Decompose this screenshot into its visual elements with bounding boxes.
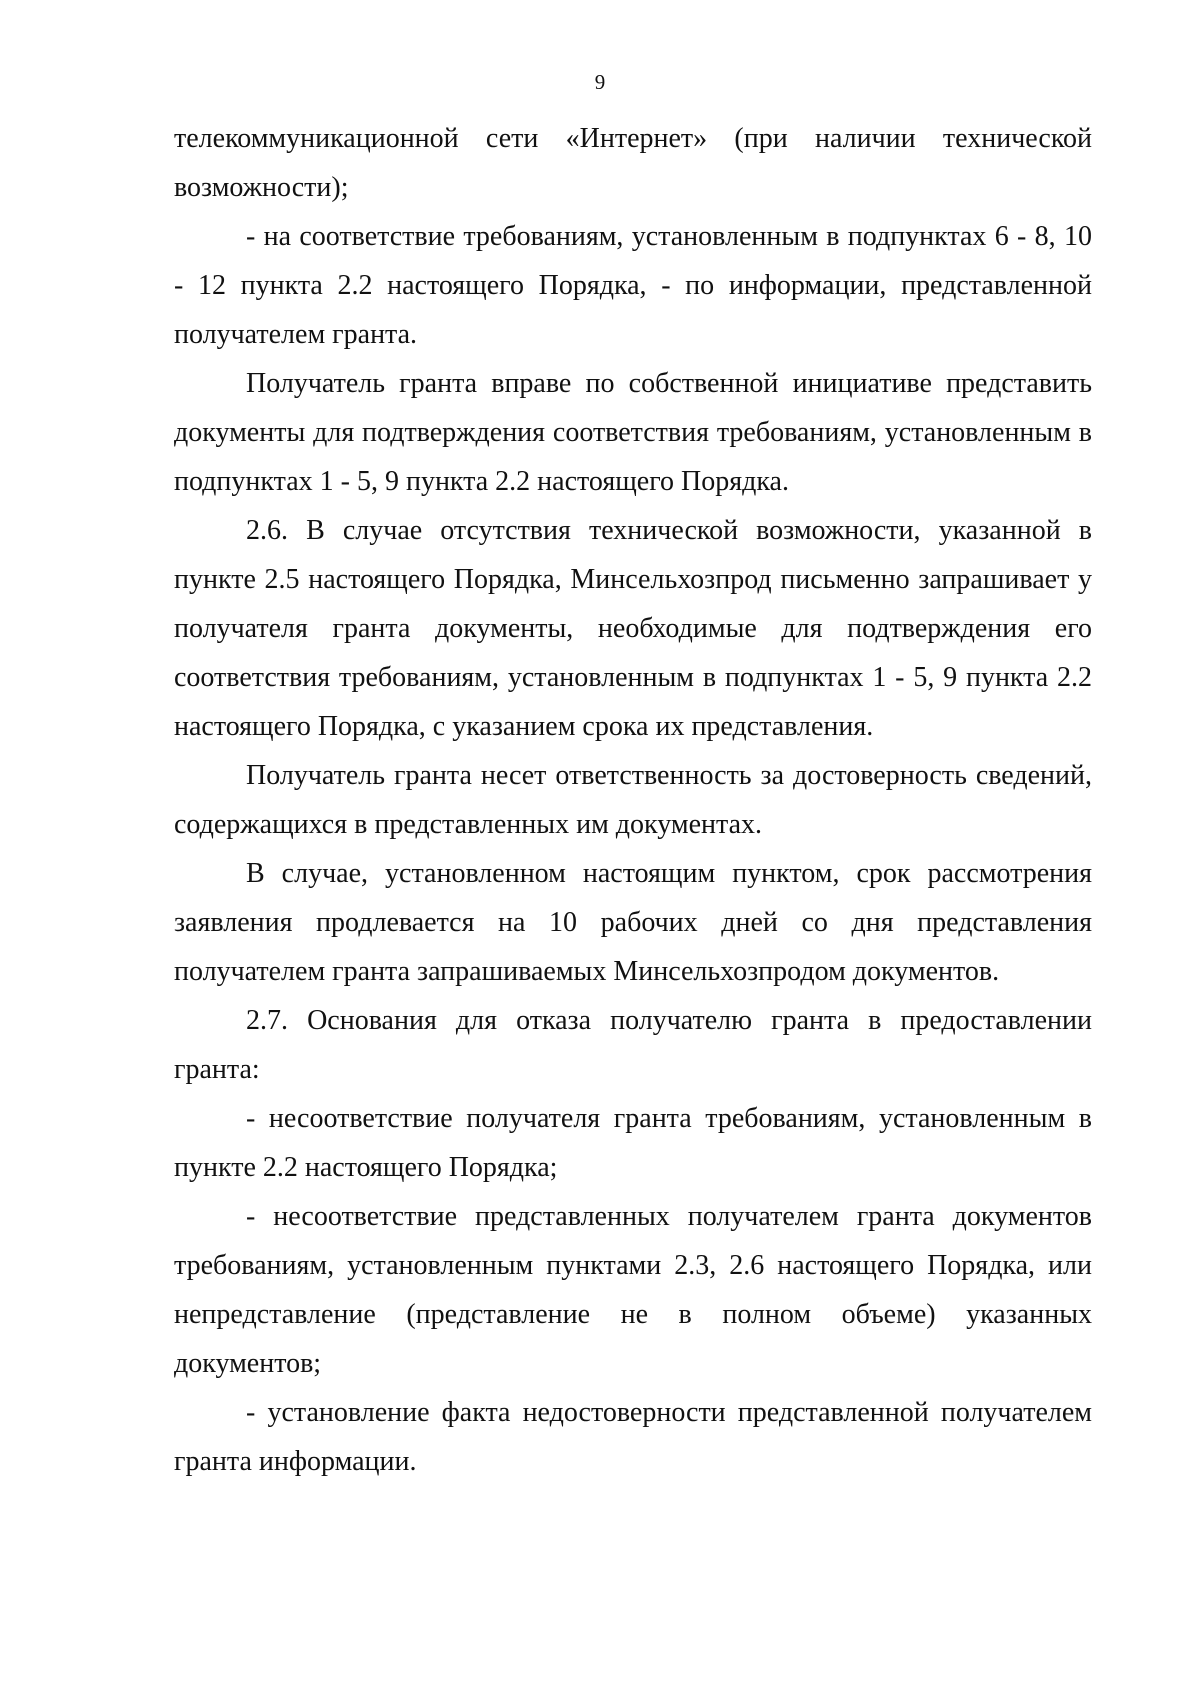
list-item-recipient-noncompliance: - несоответствие получателя гранта требованиям, установленным в пункте 2.2 настоящего Порядка; (174, 1103, 1092, 1183)
page-number: 9 (594, 70, 606, 94)
paragraph-compliance-subitems-6-12: - на соответствие требованиям, установленным в подпунктах 6 - 8, 10 - 12 пункта 2.2 настоящего Порядка, - по информации, представленной получателем гранта. (174, 221, 1092, 350)
paragraph-internet-continuation: телекоммуникационной сети «Интернет» (при наличии технической возможности); (174, 123, 1092, 203)
paragraph-responsibility: Получатель гранта несет ответственность за достоверность сведений, содержащихся в представленных им документах. (174, 760, 1092, 840)
paragraph-own-initiative-documents: Получатель гранта вправе по собственной инициативе представить документы для подтверждения соответствия требованиям, установленным в подпунктах 1 - 5, 9 пункта 2.2 настоящего Порядка. (174, 368, 1092, 497)
list-item-documents-noncompliance: - несоответствие представленных получателем гранта документов требованиям, установленным пунктами 2.3, 2.6 настоящего Порядка, или непредставление (представление не в полном объеме) указанных документов; (174, 1201, 1092, 1379)
list-item-false-information: - установление факта недостоверности представленной получателем гранта информации. (174, 1397, 1092, 1477)
paragraph-review-extension: В случае, установленном настоящим пунктом, срок рассмотрения заявления продлевается на 10 рабочих дней со дня представления получателем гранта запрашиваемых Минсельхозпродом документов. (174, 858, 1092, 987)
paragraph-section-2-7: 2.7. Основания для отказа получателю гранта в предоставлении гранта: (174, 1005, 1092, 1085)
document-body (174, 114, 1092, 1486)
paragraph-section-2-6: 2.6. В случае отсутствия технической возможности, указанной в пункте 2.5 настоящего Порядка, Минсельхозпрод письменно запрашивает у получателя гранта документы, необходимые для подтверждения его соответствия требованиям, установленным в подпунктах 1 - 5, 9 пункта 2.2 настоящего Порядка, с указанием срока их представления. (174, 515, 1092, 742)
